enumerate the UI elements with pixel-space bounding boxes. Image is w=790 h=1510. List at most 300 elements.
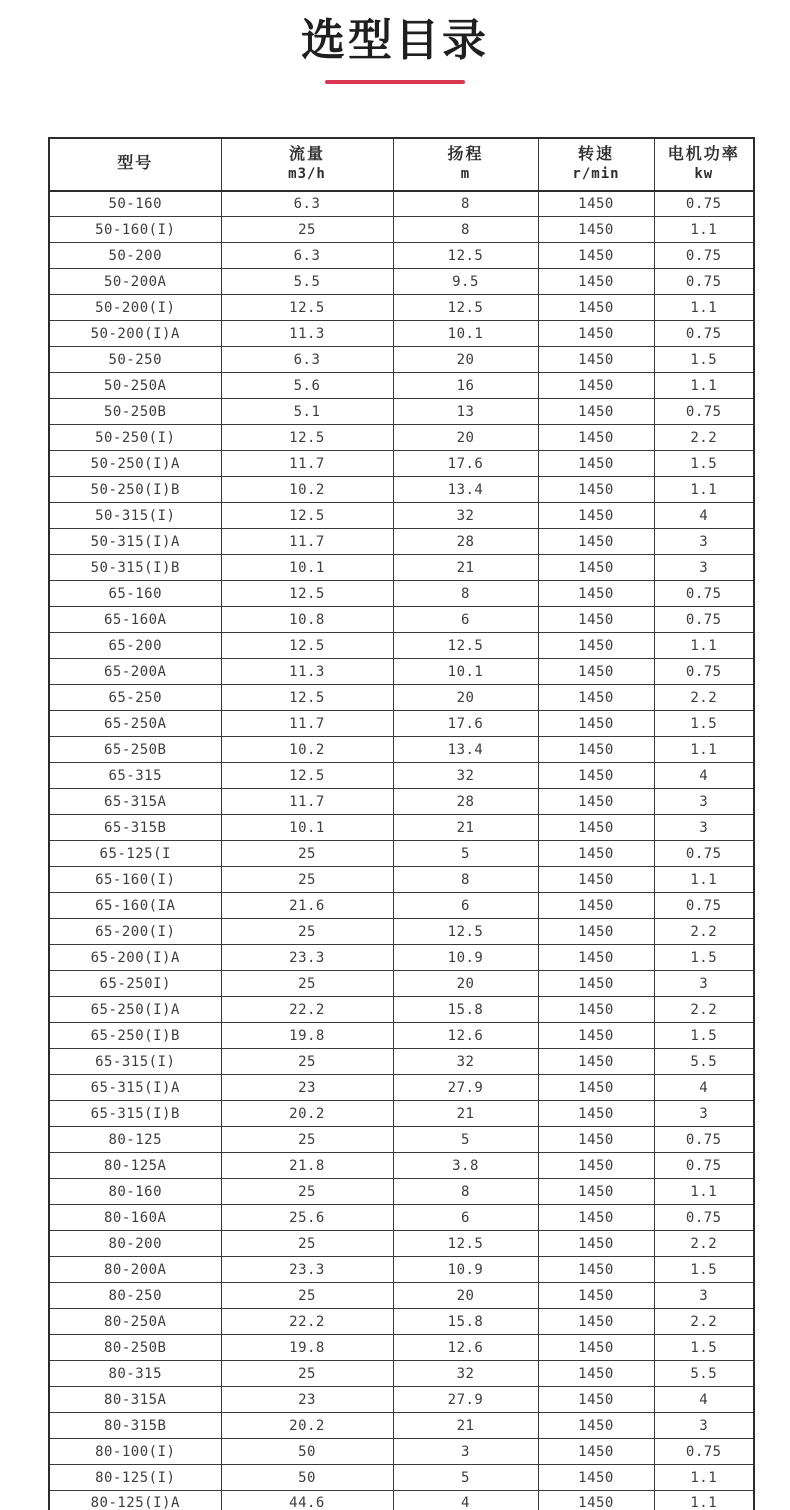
cell-speed: 1450	[538, 217, 654, 243]
cell-model: 50-250B	[49, 399, 221, 425]
cell-motor-power: 1.5	[654, 1335, 754, 1361]
cell-model: 80-315	[49, 1361, 221, 1387]
cell-head: 27.9	[393, 1075, 538, 1101]
column-header-head-label: 扬程	[447, 145, 484, 163]
cell-model: 80-315B	[49, 1413, 221, 1439]
cell-motor-power: 0.75	[654, 893, 754, 919]
cell-speed: 1450	[538, 1257, 654, 1283]
cell-head: 32	[393, 503, 538, 529]
table-row	[49, 841, 754, 867]
cell-model: 80-100(I)	[49, 1439, 221, 1465]
cell-head: 5	[393, 1465, 538, 1491]
column-header-model	[49, 138, 221, 191]
cell-flow: 20.2	[221, 1413, 393, 1439]
cell-head: 8	[393, 217, 538, 243]
cell-speed: 1450	[538, 399, 654, 425]
cell-motor-power: 0.75	[654, 1205, 754, 1231]
cell-speed: 1450	[538, 1127, 654, 1153]
cell-flow: 11.7	[221, 529, 393, 555]
cell-speed: 1450	[538, 1361, 654, 1387]
cell-motor-power: 1.1	[654, 633, 754, 659]
cell-speed: 1450	[538, 451, 654, 477]
table-body	[49, 191, 754, 1510]
table-row	[49, 217, 754, 243]
cell-flow: 25	[221, 1049, 393, 1075]
page-title: 选型目录	[301, 16, 489, 65]
cell-head: 28	[393, 789, 538, 815]
cell-model: 80-200A	[49, 1257, 221, 1283]
cell-flow: 23.3	[221, 1257, 393, 1283]
cell-motor-power: 1.5	[654, 1257, 754, 1283]
table-row	[49, 581, 754, 607]
table-row	[49, 633, 754, 659]
table-row	[49, 711, 754, 737]
cell-motor-power: 3	[654, 1283, 754, 1309]
cell-speed: 1450	[538, 1231, 654, 1257]
cell-model: 50-200(I)	[49, 295, 221, 321]
cell-model: 65-315(I)A	[49, 1075, 221, 1101]
cell-speed: 1450	[538, 1283, 654, 1309]
cell-speed: 1450	[538, 633, 654, 659]
cell-speed: 1450	[538, 295, 654, 321]
cell-head: 13	[393, 399, 538, 425]
cell-model: 65-250	[49, 685, 221, 711]
cell-model: 50-250	[49, 347, 221, 373]
cell-motor-power: 3	[654, 789, 754, 815]
cell-head: 6	[393, 893, 538, 919]
table-row	[49, 867, 754, 893]
cell-model: 50-200	[49, 243, 221, 269]
cell-flow: 11.3	[221, 321, 393, 347]
cell-motor-power: 1.1	[654, 477, 754, 503]
column-header-speed-label: 转速	[577, 145, 614, 163]
table-row	[49, 373, 754, 399]
table-row	[49, 425, 754, 451]
cell-speed: 1450	[538, 841, 654, 867]
cell-model: 65-250B	[49, 737, 221, 763]
cell-flow: 11.7	[221, 451, 393, 477]
cell-speed: 1450	[538, 477, 654, 503]
cell-motor-power: 1.1	[654, 867, 754, 893]
cell-head: 20	[393, 347, 538, 373]
cell-motor-power: 1.1	[654, 373, 754, 399]
cell-speed: 1450	[538, 347, 654, 373]
cell-motor-power: 1.1	[654, 737, 754, 763]
cell-model: 50-315(I)B	[49, 555, 221, 581]
cell-head: 12.5	[393, 919, 538, 945]
cell-speed: 1450	[538, 1309, 654, 1335]
cell-head: 12.5	[393, 295, 538, 321]
table-row	[49, 893, 754, 919]
cell-head: 21	[393, 1413, 538, 1439]
table-row	[49, 555, 754, 581]
cell-flow: 22.2	[221, 997, 393, 1023]
cell-head: 10.1	[393, 659, 538, 685]
cell-speed: 1450	[538, 711, 654, 737]
cell-flow: 25	[221, 867, 393, 893]
cell-flow: 12.5	[221, 503, 393, 529]
table-row	[49, 1413, 754, 1439]
cell-head: 15.8	[393, 997, 538, 1023]
cell-flow: 19.8	[221, 1335, 393, 1361]
cell-motor-power: 1.5	[654, 711, 754, 737]
cell-motor-power: 1.5	[654, 451, 754, 477]
cell-head: 8	[393, 867, 538, 893]
cell-head: 17.6	[393, 711, 538, 737]
cell-flow: 10.8	[221, 607, 393, 633]
cell-flow: 19.8	[221, 1023, 393, 1049]
cell-speed: 1450	[538, 763, 654, 789]
cell-motor-power: 1.5	[654, 945, 754, 971]
table-row	[49, 269, 754, 295]
cell-head: 20	[393, 425, 538, 451]
cell-model: 65-160(I)	[49, 867, 221, 893]
cell-motor-power: 2.2	[654, 919, 754, 945]
cell-flow: 25	[221, 1179, 393, 1205]
cell-motor-power: 4	[654, 1075, 754, 1101]
cell-head: 12.6	[393, 1335, 538, 1361]
cell-speed: 1450	[538, 997, 654, 1023]
cell-model: 65-160(IA	[49, 893, 221, 919]
cell-model: 65-315A	[49, 789, 221, 815]
column-header-flow-label: 流量	[288, 145, 325, 163]
cell-speed: 1450	[538, 243, 654, 269]
cell-head: 9.5	[393, 269, 538, 295]
cell-flow: 6.3	[221, 191, 393, 217]
table-row	[49, 659, 754, 685]
cell-motor-power: 1.1	[654, 1179, 754, 1205]
table-row	[49, 971, 754, 997]
cell-model: 80-125(I)A	[49, 1491, 221, 1510]
column-header-flow	[221, 138, 393, 191]
cell-speed: 1450	[538, 1101, 654, 1127]
cell-flow: 25	[221, 217, 393, 243]
table-row	[49, 1283, 754, 1309]
cell-motor-power: 1.1	[654, 1465, 754, 1491]
cell-speed: 1450	[538, 1075, 654, 1101]
table-row	[49, 451, 754, 477]
cell-model: 65-315(I)B	[49, 1101, 221, 1127]
cell-head: 21	[393, 555, 538, 581]
table-row	[49, 1335, 754, 1361]
cell-model: 80-160A	[49, 1205, 221, 1231]
cell-speed: 1450	[538, 191, 654, 217]
table-row	[49, 243, 754, 269]
table-row	[49, 1023, 754, 1049]
cell-motor-power: 1.1	[654, 295, 754, 321]
cell-flow: 25	[221, 1127, 393, 1153]
cell-speed: 1450	[538, 321, 654, 347]
cell-model: 65-160	[49, 581, 221, 607]
cell-flow: 23	[221, 1387, 393, 1413]
cell-flow: 44.6	[221, 1491, 393, 1510]
cell-flow: 6.3	[221, 243, 393, 269]
cell-head: 8	[393, 581, 538, 607]
cell-speed: 1450	[538, 555, 654, 581]
cell-head: 8	[393, 191, 538, 217]
cell-model: 50-250(I)	[49, 425, 221, 451]
cell-speed: 1450	[538, 893, 654, 919]
cell-head: 12.5	[393, 633, 538, 659]
cell-model: 50-160(I)	[49, 217, 221, 243]
cell-flow: 5.1	[221, 399, 393, 425]
table-row	[49, 1387, 754, 1413]
table-row	[49, 399, 754, 425]
cell-flow: 25	[221, 919, 393, 945]
table-row	[49, 347, 754, 373]
cell-speed: 1450	[538, 269, 654, 295]
cell-motor-power: 2.2	[654, 1231, 754, 1257]
column-header-model-label: 型号	[117, 154, 154, 172]
cell-speed: 1450	[538, 1335, 654, 1361]
cell-model: 50-200(I)A	[49, 321, 221, 347]
cell-motor-power: 4	[654, 503, 754, 529]
column-header-flow-unit: m3/h	[288, 165, 326, 182]
table-row	[49, 1439, 754, 1465]
cell-speed: 1450	[538, 1205, 654, 1231]
table-row	[49, 763, 754, 789]
cell-head: 3.8	[393, 1153, 538, 1179]
cell-speed: 1450	[538, 373, 654, 399]
cell-model: 65-200(I)A	[49, 945, 221, 971]
cell-head: 6	[393, 1205, 538, 1231]
cell-model: 65-200	[49, 633, 221, 659]
table-row	[49, 1049, 754, 1075]
cell-motor-power: 2.2	[654, 685, 754, 711]
cell-model: 80-200	[49, 1231, 221, 1257]
cell-flow: 5.6	[221, 373, 393, 399]
cell-flow: 20.2	[221, 1101, 393, 1127]
cell-flow: 25	[221, 1283, 393, 1309]
cell-head: 3	[393, 1439, 538, 1465]
cell-head: 10.9	[393, 1257, 538, 1283]
pump-selection-table	[48, 137, 755, 1510]
cell-model: 50-250(I)B	[49, 477, 221, 503]
cell-flow: 21.6	[221, 893, 393, 919]
cell-motor-power: 5.5	[654, 1049, 754, 1075]
cell-flow: 23	[221, 1075, 393, 1101]
cell-model: 50-315(I)A	[49, 529, 221, 555]
cell-speed: 1450	[538, 581, 654, 607]
table-row	[49, 1231, 754, 1257]
cell-model: 65-250A	[49, 711, 221, 737]
cell-motor-power: 2.2	[654, 425, 754, 451]
cell-flow: 6.3	[221, 347, 393, 373]
cell-head: 10.1	[393, 321, 538, 347]
table-row	[49, 607, 754, 633]
cell-head: 5	[393, 1127, 538, 1153]
cell-model: 65-200A	[49, 659, 221, 685]
cell-speed: 1450	[538, 1049, 654, 1075]
cell-head: 16	[393, 373, 538, 399]
cell-speed: 1450	[538, 425, 654, 451]
cell-motor-power: 3	[654, 529, 754, 555]
cell-speed: 1450	[538, 1153, 654, 1179]
cell-flow: 11.3	[221, 659, 393, 685]
cell-flow: 10.2	[221, 737, 393, 763]
table-row	[49, 529, 754, 555]
cell-flow: 25	[221, 971, 393, 997]
cell-flow: 25.6	[221, 1205, 393, 1231]
cell-model: 65-315B	[49, 815, 221, 841]
cell-motor-power: 3	[654, 1101, 754, 1127]
cell-head: 13.4	[393, 737, 538, 763]
cell-motor-power: 0.75	[654, 841, 754, 867]
cell-flow: 50	[221, 1439, 393, 1465]
cell-model: 50-200A	[49, 269, 221, 295]
cell-head: 32	[393, 763, 538, 789]
cell-flow: 12.5	[221, 581, 393, 607]
cell-head: 10.9	[393, 945, 538, 971]
table-row	[49, 789, 754, 815]
table-row	[49, 1257, 754, 1283]
cell-head: 28	[393, 529, 538, 555]
cell-speed: 1450	[538, 867, 654, 893]
table-row	[49, 1309, 754, 1335]
cell-flow: 25	[221, 1361, 393, 1387]
table-row	[49, 321, 754, 347]
cell-flow: 25	[221, 1231, 393, 1257]
cell-head: 13.4	[393, 477, 538, 503]
cell-model: 80-250B	[49, 1335, 221, 1361]
cell-motor-power: 0.75	[654, 269, 754, 295]
cell-motor-power: 3	[654, 971, 754, 997]
cell-flow: 10.2	[221, 477, 393, 503]
cell-model: 65-125(I	[49, 841, 221, 867]
table-row	[49, 1075, 754, 1101]
cell-speed: 1450	[538, 1413, 654, 1439]
table-row	[49, 477, 754, 503]
cell-flow: 21.8	[221, 1153, 393, 1179]
cell-motor-power: 5.5	[654, 1361, 754, 1387]
cell-model: 65-160A	[49, 607, 221, 633]
cell-head: 20	[393, 1283, 538, 1309]
table-row	[49, 503, 754, 529]
page-header	[0, 16, 790, 84]
cell-model: 50-250A	[49, 373, 221, 399]
cell-speed: 1450	[538, 815, 654, 841]
cell-flow: 12.5	[221, 685, 393, 711]
cell-motor-power: 3	[654, 1413, 754, 1439]
cell-flow: 10.1	[221, 815, 393, 841]
cell-flow: 12.5	[221, 425, 393, 451]
cell-flow: 25	[221, 841, 393, 867]
cell-flow: 22.2	[221, 1309, 393, 1335]
cell-speed: 1450	[538, 1179, 654, 1205]
cell-flow: 11.7	[221, 789, 393, 815]
cell-head: 12.6	[393, 1023, 538, 1049]
cell-speed: 1450	[538, 737, 654, 763]
cell-head: 8	[393, 1179, 538, 1205]
table-row	[49, 1361, 754, 1387]
cell-speed: 1450	[538, 1439, 654, 1465]
table-row	[49, 1205, 754, 1231]
cell-flow: 50	[221, 1465, 393, 1491]
cell-speed: 1450	[538, 607, 654, 633]
cell-flow: 12.5	[221, 633, 393, 659]
cell-head: 20	[393, 685, 538, 711]
cell-speed: 1450	[538, 1491, 654, 1510]
table-row	[49, 191, 754, 217]
cell-motor-power: 2.2	[654, 997, 754, 1023]
column-header-motor-power	[654, 138, 754, 191]
cell-model: 80-250A	[49, 1309, 221, 1335]
cell-head: 32	[393, 1049, 538, 1075]
cell-flow: 5.5	[221, 269, 393, 295]
column-header-motor-power-label: 电机功率	[667, 145, 740, 163]
cell-head: 15.8	[393, 1309, 538, 1335]
cell-motor-power: 4	[654, 763, 754, 789]
table-header	[49, 138, 754, 191]
cell-speed: 1450	[538, 659, 654, 685]
cell-flow: 12.5	[221, 295, 393, 321]
cell-head: 6	[393, 607, 538, 633]
table-row	[49, 737, 754, 763]
cell-speed: 1450	[538, 789, 654, 815]
cell-head: 32	[393, 1361, 538, 1387]
cell-speed: 1450	[538, 919, 654, 945]
cell-model: 80-125(I)	[49, 1465, 221, 1491]
cell-model: 50-315(I)	[49, 503, 221, 529]
cell-head: 12.5	[393, 243, 538, 269]
cell-flow: 10.1	[221, 555, 393, 581]
cell-speed: 1450	[538, 529, 654, 555]
table-header-row	[49, 138, 754, 191]
column-header-head	[393, 138, 538, 191]
cell-head: 17.6	[393, 451, 538, 477]
cell-flow: 23.3	[221, 945, 393, 971]
cell-head: 5	[393, 841, 538, 867]
cell-head: 27.9	[393, 1387, 538, 1413]
cell-motor-power: 0.75	[654, 1439, 754, 1465]
title-underline-accent	[325, 80, 465, 84]
cell-model: 80-315A	[49, 1387, 221, 1413]
cell-motor-power: 2.2	[654, 1309, 754, 1335]
column-header-motor-power-unit: kw	[694, 165, 714, 182]
cell-model: 65-200(I)	[49, 919, 221, 945]
cell-speed: 1450	[538, 1465, 654, 1491]
table-row	[49, 1465, 754, 1491]
table-row	[49, 997, 754, 1023]
table-row	[49, 685, 754, 711]
cell-speed: 1450	[538, 971, 654, 997]
cell-model: 80-125A	[49, 1153, 221, 1179]
cell-model: 50-160	[49, 191, 221, 217]
table-row	[49, 919, 754, 945]
cell-motor-power: 3	[654, 815, 754, 841]
cell-head: 20	[393, 971, 538, 997]
cell-speed: 1450	[538, 1023, 654, 1049]
cell-model: 50-250(I)A	[49, 451, 221, 477]
cell-motor-power: 4	[654, 1387, 754, 1413]
cell-motor-power: 1.5	[654, 347, 754, 373]
cell-model: 65-250(I)A	[49, 997, 221, 1023]
table-row	[49, 1179, 754, 1205]
cell-model: 65-250I)	[49, 971, 221, 997]
cell-model: 65-315(I)	[49, 1049, 221, 1075]
cell-flow: 12.5	[221, 763, 393, 789]
cell-speed: 1450	[538, 1387, 654, 1413]
cell-head: 21	[393, 815, 538, 841]
cell-motor-power: 0.75	[654, 607, 754, 633]
table-row	[49, 1127, 754, 1153]
table-row	[49, 295, 754, 321]
column-header-head-unit: m	[460, 165, 471, 182]
cell-motor-power: 0.75	[654, 399, 754, 425]
cell-model: 80-250	[49, 1283, 221, 1309]
cell-head: 21	[393, 1101, 538, 1127]
cell-motor-power: 0.75	[654, 1127, 754, 1153]
